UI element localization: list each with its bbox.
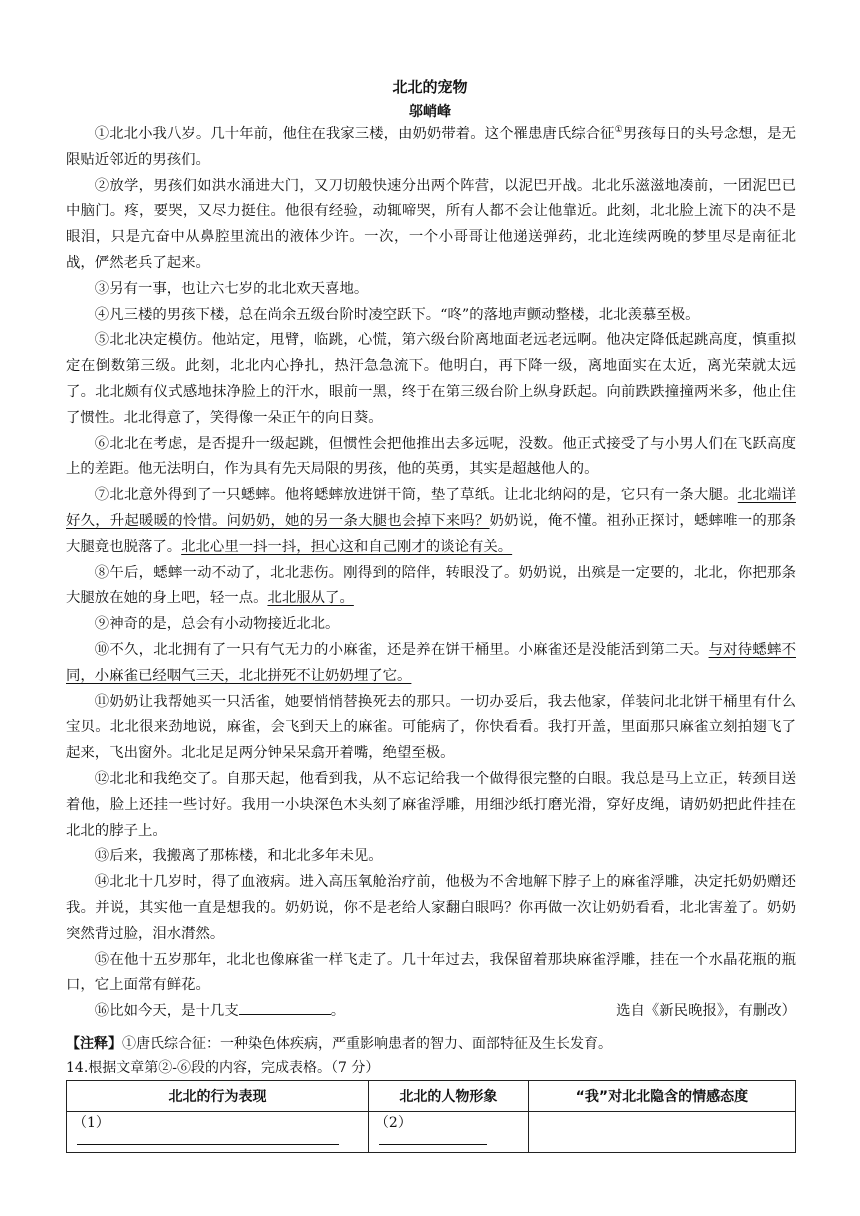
- paragraph-5: ⑤北北决定模仿。他站定，甩臂，临跳，心慌，第六级台阶离地面老远老远啊。他决定降低起跳高度，慎重拟定在倒数第三级。此刻，北北内心挣扎，热汗急急流下。他明白，再下降一级，离地面实在太近，离光荣就太远了。北北颇有仪式感地抹净脸上的汗水，眼前一黑，终于在第三级台阶上纵身跃起。向前跌跌撞撞两米多，他止住了惯性。北北得意了，笑得像一朵正午的向日葵。: [66, 332, 796, 426]
- table-header: 北北的行为表现: [67, 1081, 369, 1112]
- table-header: 北北的人物形象: [368, 1081, 528, 1112]
- paragraph-8: ⑧午后，蟋蟀一动不动了，北北悲伤。刚得到的陪伴，转眼没了。奶奶说，出殡是一定要的，北北，你把那条大腿放在她的身上吧，轻一点。北北服从了。: [66, 564, 796, 607]
- footnote-label: 【注释】: [66, 1036, 122, 1052]
- article-body: [66, 122, 796, 1025]
- table-header: “我”对北北隐含的情感态度: [528, 1081, 795, 1112]
- paragraph-14: ⑭北北十几岁时，得了血液病。进入高压氧舱治疗前，他极为不舍地解下脖子上的麻雀浮雕，决定托奶奶赠还我。并说，其实他一直是想我的。奶奶说，你不是老给人家翻白眼吗？你再做一次让奶奶看看，北北害羞了。奶奶突然背过脸，泪水潸然。: [66, 874, 796, 942]
- footnote-text: ①唐氏综合征：一种染色体疾病，严重影响患者的智力、面部特征及生长发育。: [122, 1036, 612, 1052]
- paragraph-13: ⑬后来，我搬离了那栋楼，和北北多年未见。: [94, 848, 383, 865]
- table-header-row: [67, 1081, 796, 1112]
- answer-line[interactable]: [77, 1132, 339, 1145]
- paragraph-9: ⑨神奇的是，总会有小动物接近北北。: [94, 616, 340, 633]
- underlined-sentence: 北北心里一抖一抖，担心这和自己刚才的谈论有关。: [181, 538, 513, 555]
- answer-cell-1[interactable]: （1）: [67, 1112, 369, 1153]
- question-14: 14.根据文章第②-⑥段的内容，完成表格。（7 分）: [66, 1060, 380, 1076]
- paragraph-4: ④凡三楼的男孩下楼，总在尚余五级台阶时凌空跃下。“咚”的落地声颤动整楼，北北羡慕至极。: [94, 306, 700, 323]
- paragraph-6: ⑥北北在考虑，是否提升一级起跳，但惯性会把他推出去多远呢，没数。他正式接受了与小男人们在飞跃高度上的差距。他无法明白，作为具有先天局限的男孩，他的英勇，其实是超越他人的。: [66, 435, 796, 478]
- table-row: [67, 1112, 796, 1153]
- underlined-sentence: 与对待蟋蟀不同，小麻雀已经咽气三天，北北拼死不让奶奶埋了它。: [66, 641, 796, 684]
- answer-cell-2[interactable]: （2）: [368, 1112, 528, 1153]
- paragraph-2: ②放学，男孩们如洪水涌进大门，又刀切般快速分出两个阵营，以泥巴开战。北北乐滋滋地凑前，一团泥巴已中脑门。疼，要哭，又尽力挺住。他很有经验，动辄啼哭，所有人都不会让他靠近。此刻，北北脸上流下的决不是眼泪，只是亢奋中从鼻腔里流出的液体少许。一次，一个小哥哥让他递送弹药，北北连续两晚的梦里尽是南征北战，俨然老兵了起来。: [66, 177, 796, 271]
- paragraph-1: ①北北小我八岁。几十年前，他住在我家三楼，由奶奶带着。这个罹患唐氏综合征①男孩每日的头号念想，是无限贴近邻近的男孩们。: [66, 125, 796, 168]
- paragraph-11: ⑪奶奶让我帮她买一只活雀，她要悄悄替换死去的那只。一切办妥后，我去他家，佯装问北北饼干桶里有什么宝贝。北北很来劲地说，麻雀，会飞到天上的麻雀。可能病了，你快看看。我打开盖，里面那只麻雀立刻拍翅飞了起来，飞出窗外。北北足足两分钟呆呆翕开着嘴，绝望至极。: [66, 693, 796, 762]
- article-author: 邬峭峰: [409, 104, 451, 120]
- paragraph-7: ⑦北北意外得到了一只蟋蟀。他将蟋蟀放进饼干筒，垫了草纸。让北北纳闷的是，它只有一条大腿。北北端详好久，升起暖暖的怜惜。问奶奶，她的另一条大腿也会掉下来吗？奶奶说，俺不懂。祖孙正探讨，蟋蟀唯一的那条大腿竟也脱落了。北北心里一抖一抖，担心这和自己刚才的谈论有关。: [66, 487, 796, 555]
- underlined-sentence: 北北端详好久，升起暖暖的怜惜。问奶奶，她的另一条大腿也会掉下来吗？: [66, 487, 796, 529]
- paragraph-10: ⑩不久，北北拥有了一只有气无力的小麻雀，还是养在饼干桶里。小麻雀还是没能活到第二天。与对待蟋蟀不同，小麻雀已经咽气三天，北北拼死不让奶奶埋了它。: [66, 641, 796, 684]
- footnote-marker: ①: [614, 125, 623, 136]
- article-title: 北北的宠物: [392, 78, 468, 96]
- footnote: [66, 1033, 796, 1055]
- answer-line[interactable]: [379, 1132, 487, 1145]
- paragraph-3: ③另有一事，也让六七岁的北北欢天喜地。: [94, 280, 369, 297]
- paragraph-15: ⑮在他十五岁那年，北北也像麻雀一样飞走了。几十年过去，我保留着那块麻雀浮雕，挂在一个水晶花瓶的瓶口，它上面常有鲜花。: [66, 951, 796, 994]
- source-citation: 选自《新民晚报》，有删改）: [616, 1003, 796, 1020]
- paragraph-16: ⑯比如今天，是十几支 。 选自《新民晚报》，有删改）: [66, 999, 796, 1025]
- paragraph-12: ⑫北北和我绝交了。自那天起，他看到我，从不忘记给我一个做得很完整的白眼。我总是马上立正，转颈目送着他，脸上还挂一些讨好。我用一小块深色木头刻了麻雀浮雕，用细沙纸打磨光滑，穿好皮绳，请奶奶把此件挂在北北的脖子上。: [66, 770, 796, 839]
- answer-table: [66, 1080, 796, 1153]
- fill-blank[interactable]: [239, 1000, 331, 1015]
- underlined-sentence: 北北服从了。: [267, 590, 354, 607]
- answer-cell-3[interactable]: [528, 1112, 795, 1153]
